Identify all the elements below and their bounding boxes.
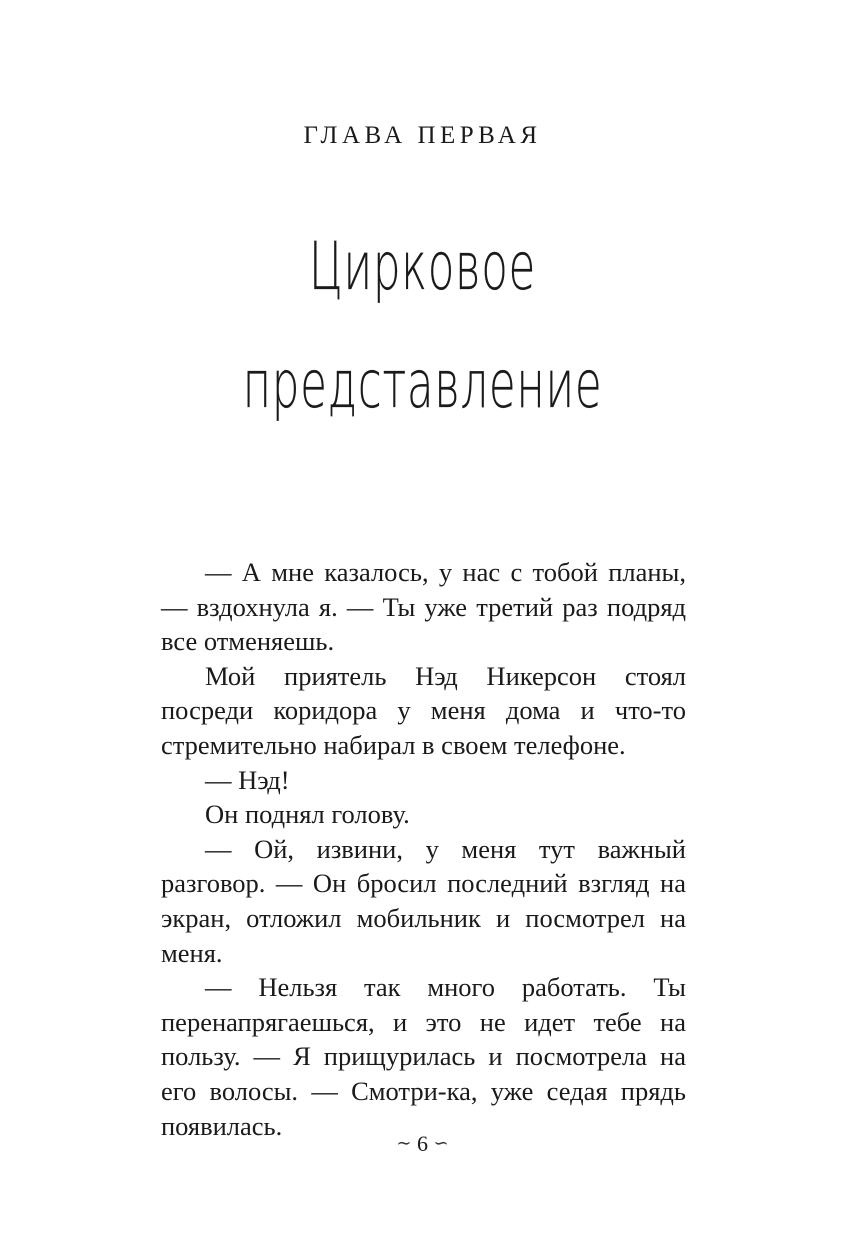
paragraph: — Ой, извини, у меня тут важный разговор. — Он бросил последний взгляд на экран, отложил мобильник и посмотрел на меня. xyxy=(161,833,686,968)
paragraph: Мой приятель Нэд Никерсон стоял посреди коридора у меня дома и что-то стремительно набирал в своем телефоне. xyxy=(161,660,686,760)
paragraph: — Нельзя так много работать. Ты перенапрягаешься, и это не идет тебе на пользу. — Я прищурилась и посмотрела на его волосы. — Смотри-ка, уже седая прядь появилась. xyxy=(161,972,686,1141)
paragraph: Он поднял голову. xyxy=(205,799,410,830)
chapter-label: ГЛАВА ПЕРВАЯ xyxy=(303,122,542,149)
tilde-ornament-left-icon: ∼ xyxy=(396,1133,412,1153)
chapter-title-line-2: представление xyxy=(242,346,603,423)
body-text xyxy=(161,555,686,1143)
tilde-ornament-right-icon: ∽ xyxy=(433,1133,449,1153)
chapter-title xyxy=(0,208,845,444)
page-number: 6 xyxy=(417,1131,428,1156)
page-footer xyxy=(0,1131,845,1157)
chapter-title-line-1: Цирковое xyxy=(309,228,536,305)
paragraph: — А мне казалось, у нас с тобой планы, — вздохнула я. — Ты уже третий раз подряд все отменяешь. xyxy=(161,557,686,657)
paragraph: — Нэд! xyxy=(205,764,290,795)
